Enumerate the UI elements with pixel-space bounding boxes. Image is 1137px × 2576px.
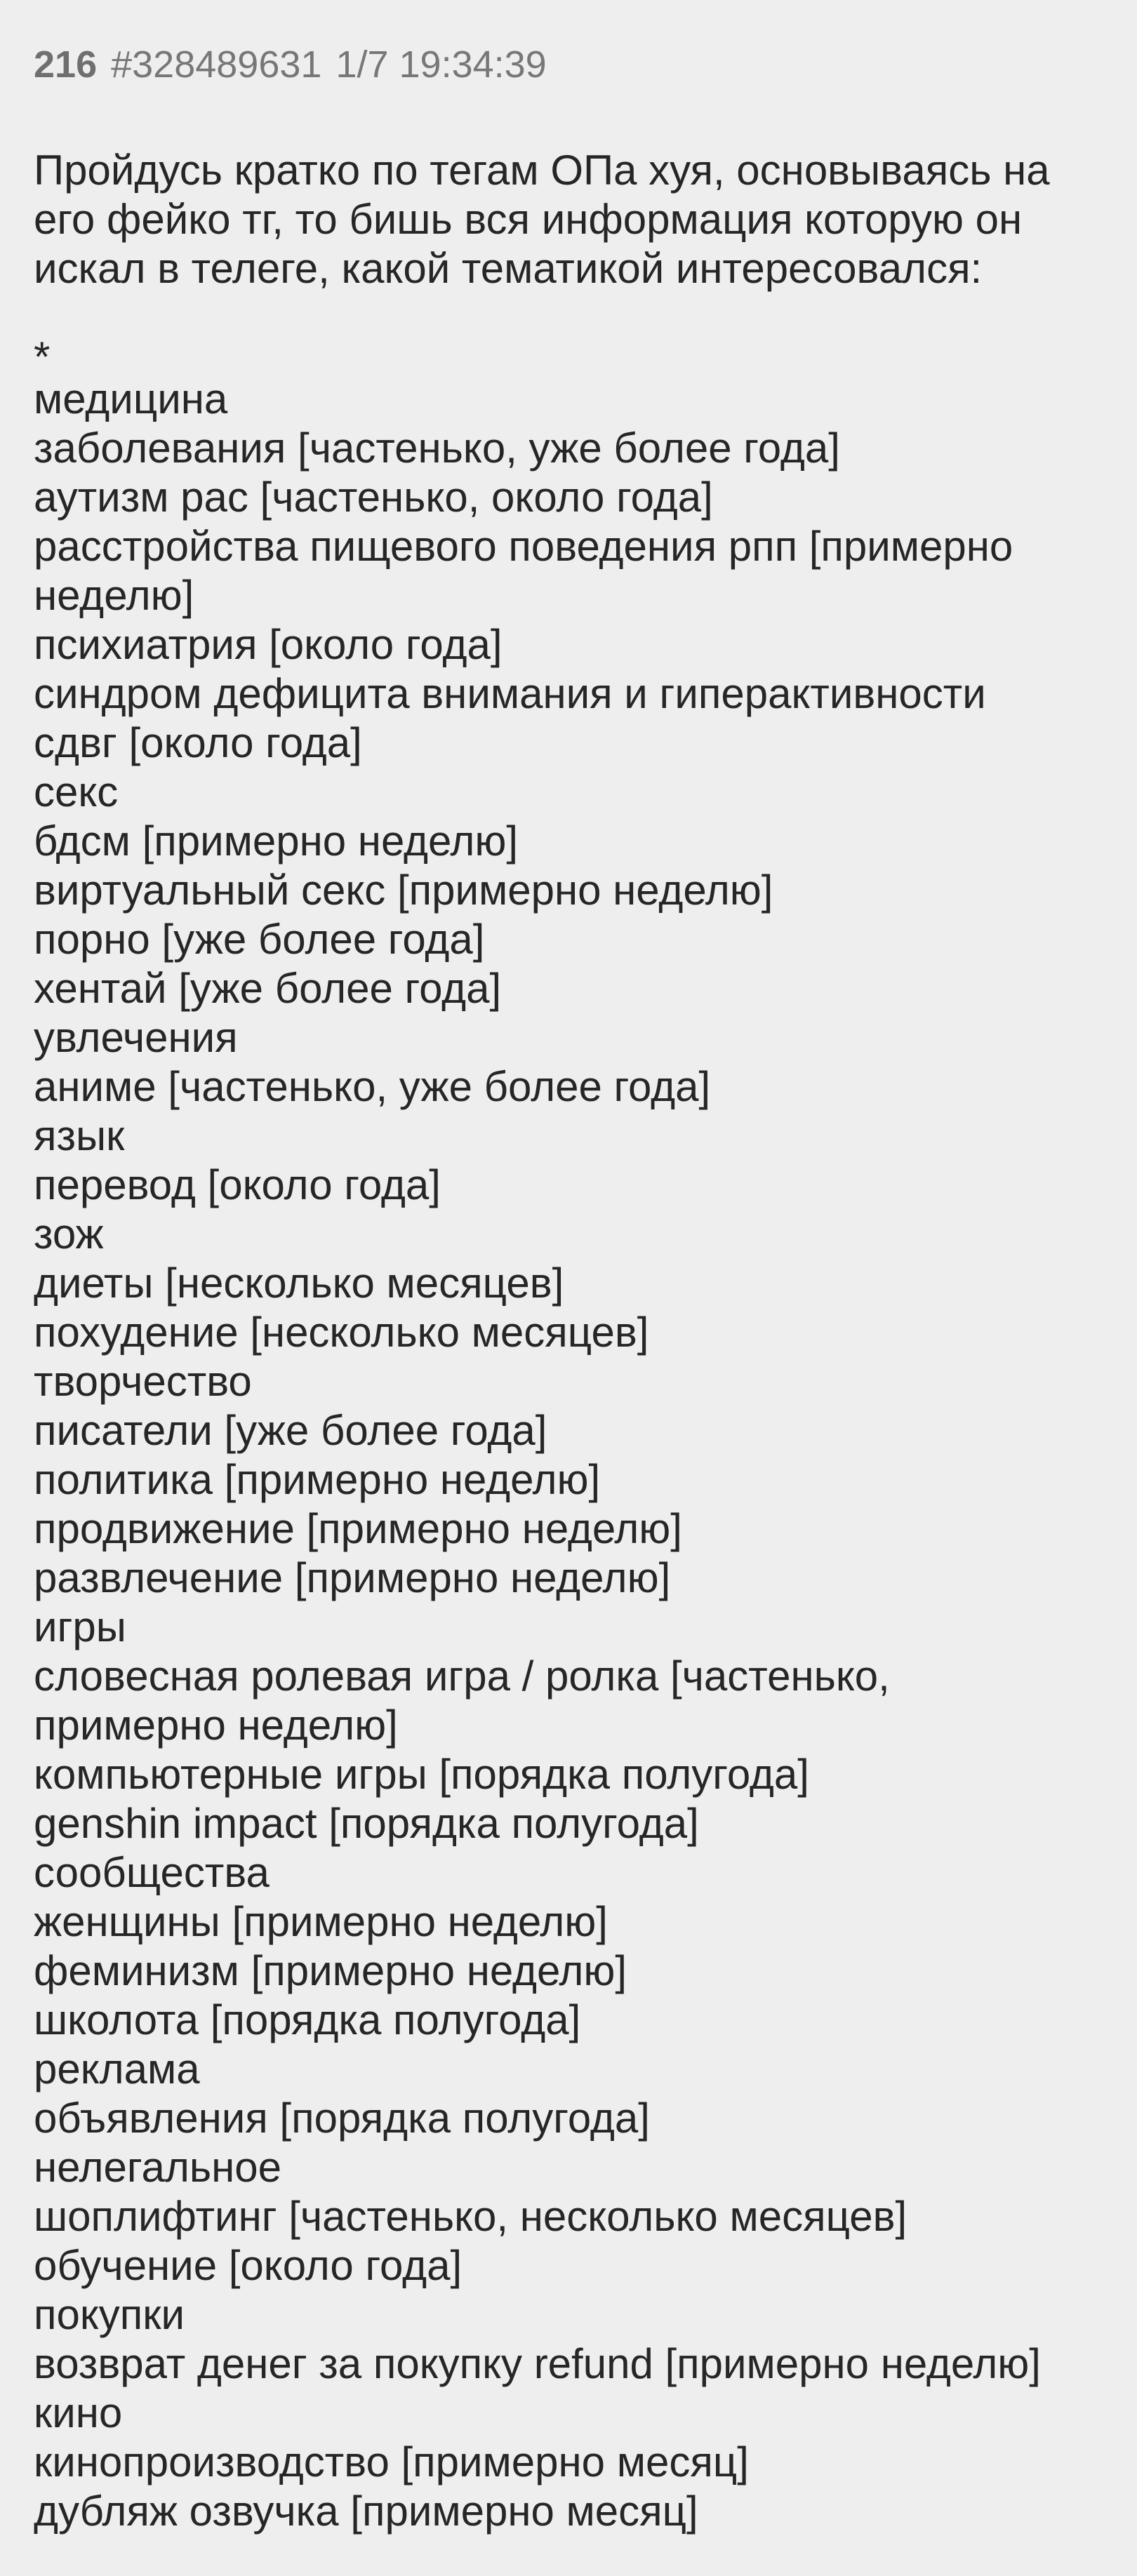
post-date: 1/7 19:34:39 — [335, 44, 547, 86]
topic-line: развлечение [примерно неделю] — [34, 1554, 671, 1601]
topic-line: кинопроизводство [примерно месяц] — [34, 2438, 749, 2485]
post-intro: Пройдусь кратко по тегам ОПа хуя, основываясь на его фейко тг, то бишь вся информация которую он искал в телеге, какой тематикой интересовался: — [34, 147, 1050, 292]
post-id-link[interactable]: #328489631 — [111, 44, 322, 86]
topic-line: политика [примерно неделю] — [34, 1456, 601, 1503]
topic-line: расстройства пищевого поведения рпп [примерно неделю] — [34, 523, 1013, 619]
topic-line: порно [уже более года] — [34, 916, 485, 963]
topic-line: перевод [около года] — [34, 1161, 441, 1208]
post-asterisk: * — [34, 333, 51, 380]
topic-line: виртуальный секс [примерно неделю] — [34, 867, 773, 914]
topic-line: дубляж озвучка [примерно месяц] — [34, 2488, 698, 2535]
topic-line: синдром дефицита внимания и гиперактивности сдвг [около года] — [34, 670, 986, 766]
topic-line: покупки — [34, 2291, 185, 2338]
topic-line: медицина — [34, 375, 228, 422]
topic-line: секс — [34, 768, 119, 815]
topic-line: женщины [примерно неделю] — [34, 1898, 608, 1945]
topic-line: нелегальное — [34, 2144, 281, 2191]
topic-line: феминизм [примерно неделю] — [34, 1947, 627, 1994]
topic-line: компьютерные игры [порядка полугода] — [34, 1751, 809, 1798]
topic-line: кино — [34, 2389, 123, 2436]
post-header — [34, 36, 1103, 93]
topic-line: зож — [34, 1210, 104, 1257]
topic-line: сообщества — [34, 1849, 270, 1896]
topic-list — [34, 375, 1103, 2536]
topic-line: словесная ролевая игра / ролка [частенько, примерно неделю] — [34, 1653, 890, 1749]
topic-line: возврат денег за покупку refund [примерно неделю] — [34, 2340, 1041, 2387]
post-body — [34, 146, 1103, 2536]
topic-line: обучение [около года] — [34, 2242, 463, 2289]
topic-line: творчество — [34, 1358, 252, 1405]
topic-line: заболевания [частенько, уже более года] — [34, 425, 840, 472]
topic-line: писатели [уже более года] — [34, 1407, 547, 1454]
topic-line: genshin impact [порядка полугода] — [34, 1800, 699, 1847]
topic-line: аутизм рас [частенько, около года] — [34, 474, 713, 521]
topic-line: объявления [порядка полугода] — [34, 2095, 650, 2142]
topic-line: игры — [34, 1603, 126, 1650]
topic-line: увлечения — [34, 1014, 238, 1061]
topic-line: хентай [уже более года] — [34, 965, 502, 1012]
topic-line: аниме [частенько, уже более года] — [34, 1063, 711, 1110]
post-number[interactable]: 216 — [34, 44, 98, 86]
topic-line: язык — [34, 1112, 125, 1159]
topic-line: бдсм [примерно неделю] — [34, 817, 519, 865]
topic-line: школота [порядка полугода] — [34, 1996, 581, 2043]
topic-line: похудение [несколько месяцев] — [34, 1309, 649, 1356]
topic-line: реклама — [34, 2046, 200, 2093]
topic-line: шоплифтинг [частенько, несколько месяцев] — [34, 2193, 907, 2240]
topic-line: психиатрия [около года] — [34, 621, 503, 668]
topic-line: продвижение [примерно неделю] — [34, 1505, 682, 1552]
topic-line: диеты [несколько месяцев] — [34, 1260, 564, 1307]
